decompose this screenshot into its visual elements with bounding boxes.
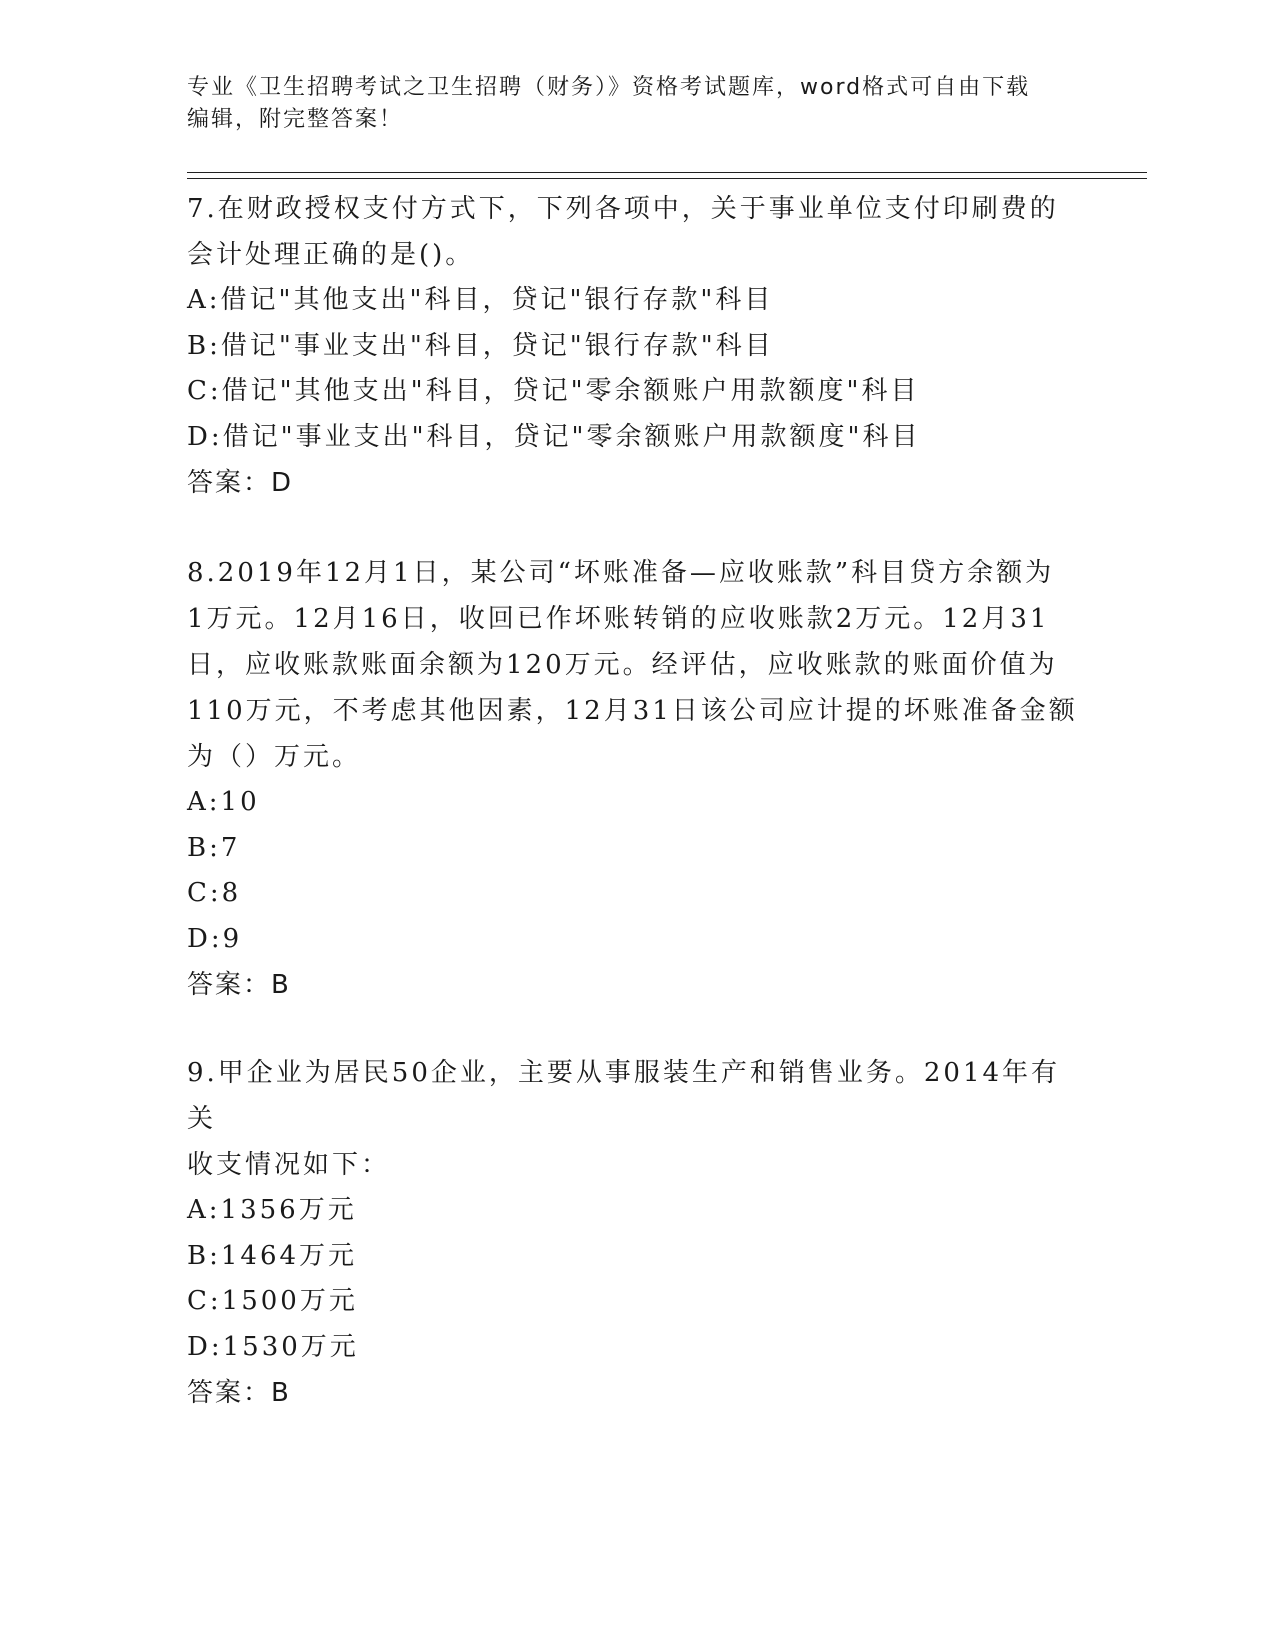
option-a: A:借记"其他支出"科目，贷记"银行存款"科目	[187, 285, 774, 315]
header-line-1: 专业《卫生招聘考试之卫生招聘（财务）》资格考试题库，word格式可自由下载	[187, 75, 1031, 100]
question-stem-line: 110万元，不考虑其他因素，12月31日该公司应计提的坏账准备金额	[187, 696, 1078, 726]
option-c: C:1500万元	[187, 1286, 358, 1316]
document-header	[187, 72, 1067, 136]
question-stem	[187, 1050, 1087, 1188]
option-d: D:借记"事业支出"科目，贷记"零余额账户用款额度"科目	[187, 421, 921, 452]
option-b: B:借记"事业支出"科目，贷记"银行存款"科目	[187, 330, 774, 361]
header-divider-bottom	[187, 178, 1147, 179]
answer-text: 答案：B	[187, 970, 291, 1000]
option-list	[187, 780, 1087, 962]
option-d: D:1530万元	[187, 1331, 359, 1362]
question-stem	[187, 186, 1087, 278]
question-8	[187, 550, 1087, 1008]
option-list	[187, 1188, 1087, 1370]
answer-text: 答案：D	[187, 468, 294, 498]
header-line-2: 编辑，附完整答案！	[187, 107, 404, 132]
question-9	[187, 1050, 1087, 1416]
option-c: C:借记"其他支出"科目，贷记"零余额账户用款额度"科目	[187, 376, 920, 406]
question-stem-line: 1万元。12月16日，收回已作坏账转销的应收账款2万元。12月31	[187, 604, 1050, 634]
option-a: A:10	[187, 787, 260, 817]
answer-text: 答案：B	[187, 1378, 291, 1408]
question-stem-line: 8.2019年12月1日，某公司“坏账准备—应收账款”科目贷方余额为	[187, 558, 1055, 588]
question-stem-line: 收支情况如下：	[187, 1150, 391, 1180]
question-stem	[187, 550, 1087, 780]
question-stem-line: 7.在财政授权支付方式下，下列各项中，关于事业单位支付印刷费的	[187, 194, 1059, 224]
question-stem-line: 日，应收账款账面余额为120万元。经评估，应收账款的账面价值为	[187, 650, 1058, 680]
question-stem-line: 9.甲企业为居民50企业，主要从事服装生产和销售业务。2014年有关	[187, 1058, 1061, 1134]
option-c: C:8	[187, 878, 242, 908]
option-d: D:9	[187, 923, 243, 954]
option-a: A:1356万元	[187, 1195, 357, 1225]
option-b: B:1464万元	[187, 1240, 358, 1271]
option-b: B:7	[187, 832, 241, 863]
header-divider-top	[187, 172, 1147, 173]
question-stem-line: 会计处理正确的是()。	[187, 240, 475, 270]
question-stem-line: 为（）万元。	[187, 742, 362, 772]
question-7	[187, 186, 1087, 506]
option-list	[187, 278, 1087, 460]
